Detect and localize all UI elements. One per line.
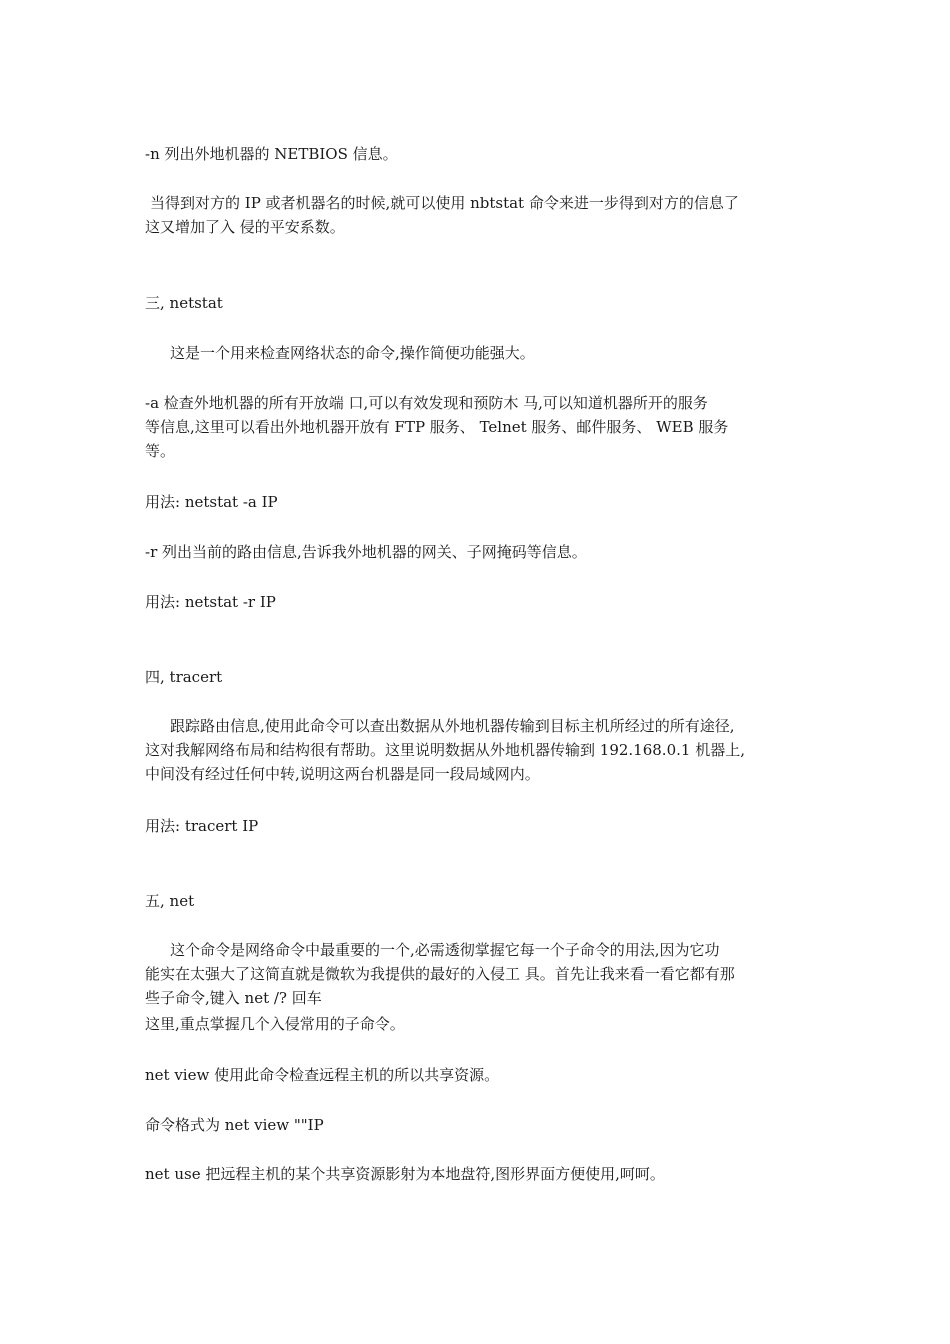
section-heading: 四, tracert: [145, 668, 223, 686]
text-line: -n 列出外地机器的 NETBIOS 信息。: [145, 145, 398, 163]
text-line: -a 检查外地机器的所有开放端 口,可以有效发现和预防木 马,可以知道机器所开的服务: [145, 394, 708, 412]
text-line: 中间没有经过任何中转,说明这两台机器是同一段局域网内。: [145, 765, 540, 783]
text-line: 等信息,这里可以看出外地机器开放有 FTP 服务、 Telnet 服务、邮件服务、 WEB 服务: [145, 418, 729, 436]
text-line: 这又增加了入 侵的平安系数。: [145, 218, 345, 236]
usage-line: 用法: tracert IP: [145, 817, 259, 835]
usage-line: 用法: netstat -a IP: [145, 493, 278, 511]
text-line: 这里,重点掌握几个入侵常用的子命令。: [145, 1015, 405, 1033]
text-line: 这是一个用来检查网络状态的命令,操作简便功能强大。: [170, 344, 535, 362]
section-heading: 三, netstat: [145, 294, 223, 312]
usage-line: 命令格式为 net view ""IP: [145, 1116, 324, 1134]
text-line: 等。: [145, 442, 176, 460]
usage-line: 用法: netstat -r IP: [145, 593, 276, 611]
text-line: net view 使用此命令检查远程主机的所以共享资源。: [145, 1066, 500, 1084]
text-line: 这对我解网络布局和结构很有帮助。这里说明数据从外地机器传输到 192.168.0.1 机器上,: [145, 741, 745, 759]
text-line: net use 把远程主机的某个共享资源影射为本地盘符,图形界面方便使用,呵呵。: [145, 1165, 665, 1183]
text-line: -r 列出当前的路由信息,告诉我外地机器的网关、子网掩码等信息。: [145, 543, 587, 561]
text-line: 能实在太强大了这简直就是微软为我提供的最好的入侵工 具。首先让我来看一看它都有那: [145, 965, 735, 983]
text-line: 跟踪路由信息,使用此命令可以查出数据从外地机器传输到目标主机所经过的所有途径,: [170, 717, 735, 735]
section-heading: 五, net: [145, 892, 195, 910]
text-line: 这个命令是网络命令中最重要的一个,必需透彻掌握它每一个子命令的用法,因为它功: [170, 941, 720, 959]
text-line: 些子命令,键入 net /? 回车: [145, 989, 322, 1007]
text-line: 当得到对方的 IP 或者机器名的时候,就可以使用 nbtstat 命令来进一步得到对方的信息了: [150, 194, 739, 212]
